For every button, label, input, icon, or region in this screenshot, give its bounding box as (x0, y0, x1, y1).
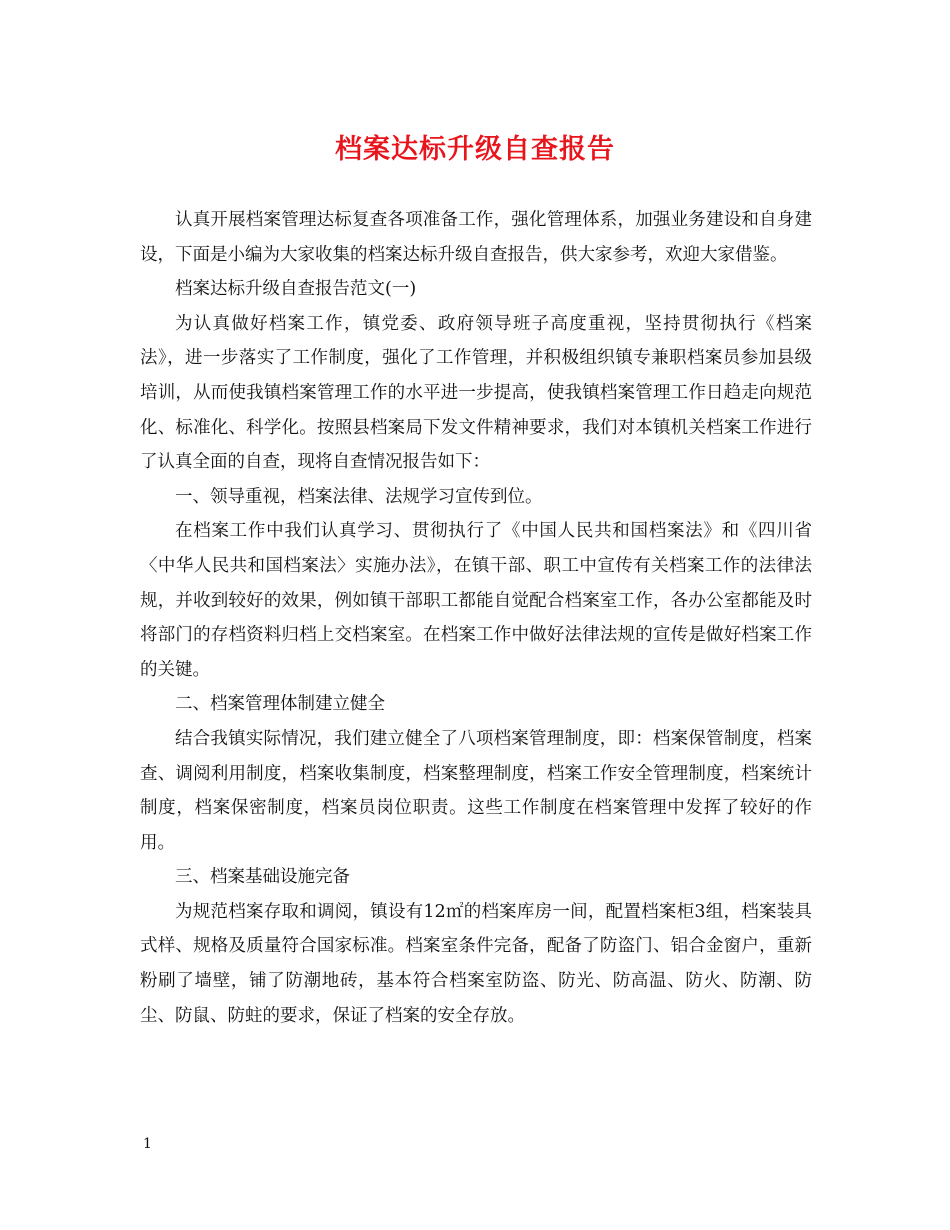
paragraph-section-3: 为规范档案存取和调阅，镇设有12㎡的档案库房一间，配置档案柜3组，档案装具式样、规格及质量符合国家标准。档案室条件完备，配备了防盗门、铝合金窗户，重新粉刷了墙壁，铺了防潮地砖，基本符合档案室防盗、防光、防高温、防火、防潮、防尘、防鼠、防蛀的要求，保证了档案的安全存放。 (140, 901, 812, 1026)
section-heading-1: 一、领导重视，档案法律、法规学习宣传到位。 (175, 486, 543, 507)
section-heading-3: 三、档案基础设施完备 (175, 867, 350, 888)
paragraph-overview: 为认真做好档案工作，镇党委、政府领导班子高度重视，坚持贯彻执行《档案法》，进一步落实了工作制度，强化了工作管理，并积极组织镇专兼职档案员参加县级培训，从而使我镇档案管理工作的水平进一步提高，使我镇档案管理工作日趋走向规范化、标准化、科学化。按照县档案局下发文件精神要求，我们对本镇机关档案工作进行了认真全面的自查，现将自查情况报告如下： (140, 313, 812, 473)
document-body (140, 203, 812, 1033)
section-heading-2: 二、档案管理体制建立健全 (175, 694, 385, 715)
document-title: 档案达标升级自查报告 (335, 134, 615, 165)
paragraph-section-1: 在档案工作中我们认真学习、贯彻执行了《中国人民共和国档案法》和《四川省〈中华人民共和国档案法〉实施办法》，在镇干部、职工中宣传有关档案工作的法律法规，并收到较好的效果，例如镇干部职工都能自觉配合档案室工作，各办公室都能及时将部门的存档资料归档上交档案室。在档案工作中做好法律法规的宣传是做好档案工作的关键。 (140, 521, 812, 680)
paragraph-intro: 认真开展档案管理达标复查各项准备工作，强化管理体系，加强业务建设和自身建设，下面是小编为大家收集的档案达标升级自查报告，供大家参考，欢迎大家借鉴。 (140, 210, 812, 265)
paragraph-sample-heading: 档案达标升级自查报告范文(一) (175, 279, 417, 300)
paragraph-section-2: 结合我镇实际情况，我们建立健全了八项档案管理制度，即：档案保管制度，档案查、调阅利用制度，档案收集制度，档案整理制度，档案工作安全管理制度，档案统计制度，档案保密制度，档案员岗位职责。这些工作制度在档案管理中发挥了较好的作用。 (140, 728, 812, 853)
page-number: 1 (143, 1136, 152, 1152)
